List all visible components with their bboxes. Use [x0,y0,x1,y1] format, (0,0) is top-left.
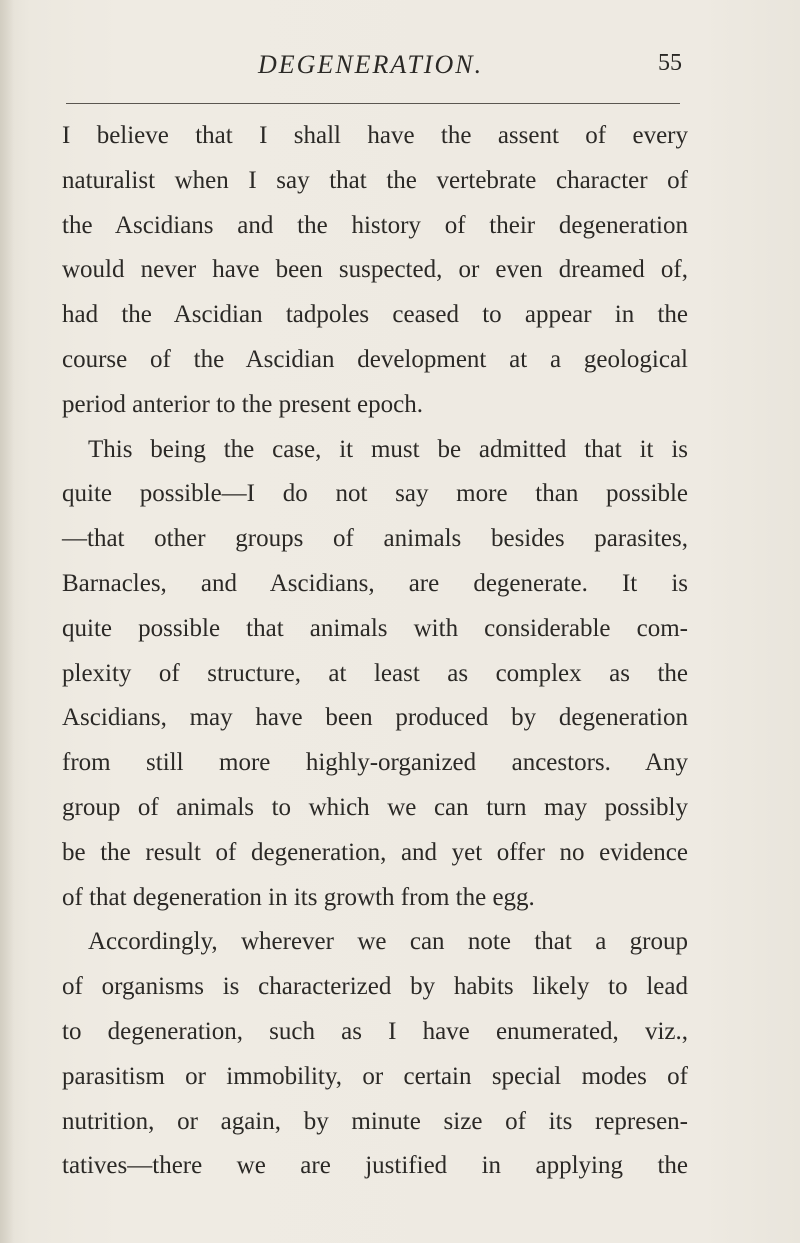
text-line: parasitism or immobility, or certain special modes of [62,1062,688,1090]
text-line: of that degeneration in its growth from the egg. [62,883,535,911]
text-line: would never have been suspected, or even dreamed of, [62,256,688,284]
text-line: Ascidians, may have been produced by degeneration [62,704,688,732]
text-line: This being the case, it must be admitted that it is [88,435,688,463]
header-rule [66,103,680,104]
text-line: period anterior to the present epoch. [62,390,423,418]
text-line: nutrition, or again, by minute size of its represen- [62,1107,688,1135]
text-line: quite possible that animals with considerable com- [62,614,688,642]
text-line: naturalist when I say that the vertebrate character of [62,166,688,194]
text-line: from still more highly-organized ancestors. Any [62,749,688,777]
text-line: Barnacles, and Ascidians, are degenerate. It is [62,569,688,597]
text-line: course of the Ascidian development at a geological [62,345,688,373]
text-line: Accordingly, wherever we can note that a group [88,928,688,956]
running-head: DEGENERATION. [258,50,484,79]
text-line: quite possible—I do not say more than possible [62,480,688,508]
page-header [62,50,682,90]
text-line: group of animals to which we can turn may possibly [62,793,688,821]
text-line: plexity of structure, at least as complex as the [62,659,688,687]
text-line: tatives—there we are justified in applying the [62,1152,688,1180]
text-line: to degeneration, such as I have enumerated, viz., [62,1017,688,1045]
text-line: —that other groups of animals besides parasites, [62,525,688,553]
text-line: I believe that I shall have the assent of every [62,122,688,149]
text-line: the Ascidians and the history of their degeneration [62,211,688,239]
page-number: 55 [658,50,682,76]
text-line: be the result of degeneration, and yet offer no evidence [62,838,688,866]
text-line: had the Ascidian tadpoles ceased to appear in the [62,301,688,329]
text-line: of organisms is characterized by habits likely to lead [62,973,688,1001]
body-text [62,114,688,1189]
page-edge-shadow [0,0,14,1243]
